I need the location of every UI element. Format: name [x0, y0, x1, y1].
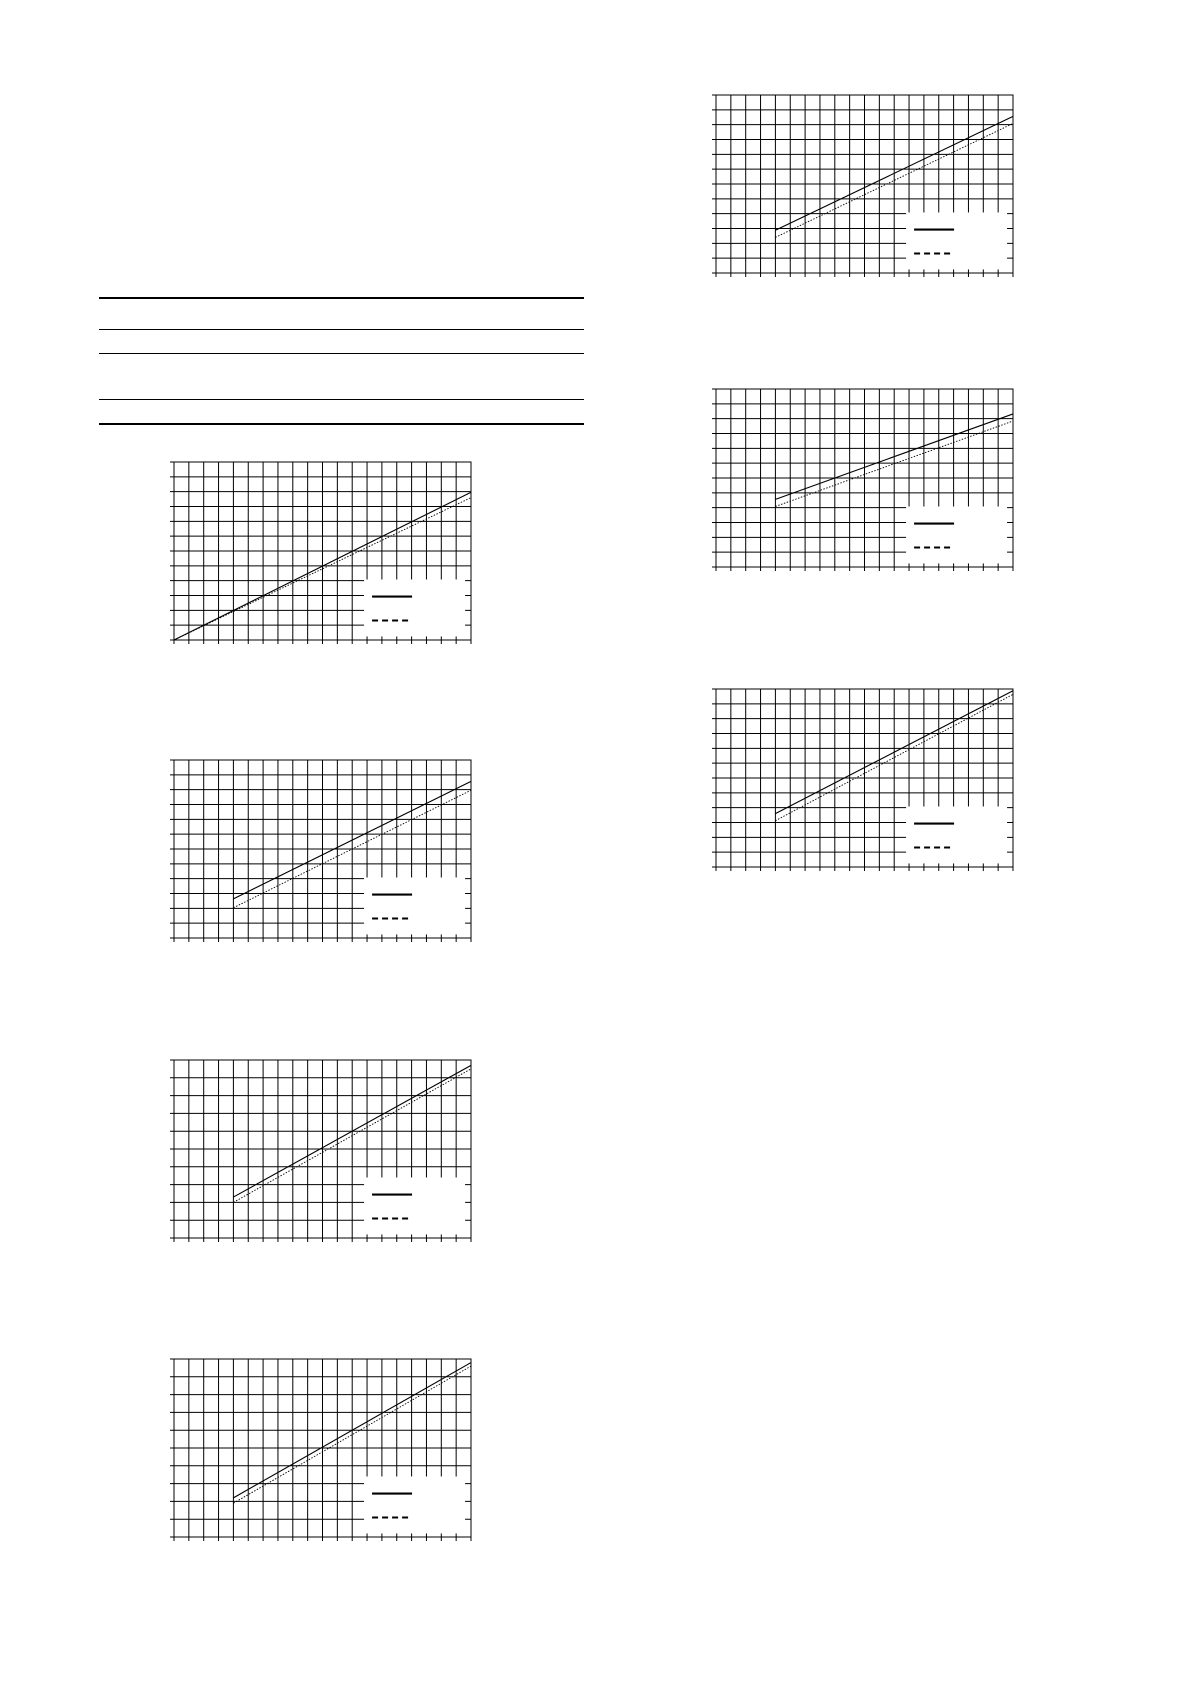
- legend-box: [906, 506, 1007, 563]
- legend-box: [906, 212, 1007, 269]
- table-top-rule: [99, 297, 584, 299]
- chart-svg: [710, 387, 1015, 573]
- chart-left-1: [168, 460, 473, 646]
- table-header-rule: [99, 329, 584, 330]
- legend-box: [906, 806, 1007, 863]
- chart-left-4: [168, 1357, 473, 1543]
- chart-right-1: [710, 93, 1015, 279]
- chart-left-3: [168, 1058, 473, 1244]
- legend-box: [364, 877, 465, 934]
- chart-svg: [168, 758, 473, 944]
- chart-svg: [168, 460, 473, 646]
- legend-box: [364, 579, 465, 636]
- chart-svg: [710, 687, 1015, 873]
- legend-box: [364, 1476, 465, 1533]
- chart-right-2: [710, 387, 1015, 573]
- chart-right-3: [710, 687, 1015, 873]
- table-row-rule: [99, 399, 584, 400]
- chart-svg: [710, 93, 1015, 279]
- legend-box: [364, 1177, 465, 1234]
- table-row-rule: [99, 353, 584, 354]
- chart-left-2: [168, 758, 473, 944]
- chart-svg: [168, 1357, 473, 1543]
- chart-svg: [168, 1058, 473, 1244]
- table-bottom-rule: [99, 423, 584, 425]
